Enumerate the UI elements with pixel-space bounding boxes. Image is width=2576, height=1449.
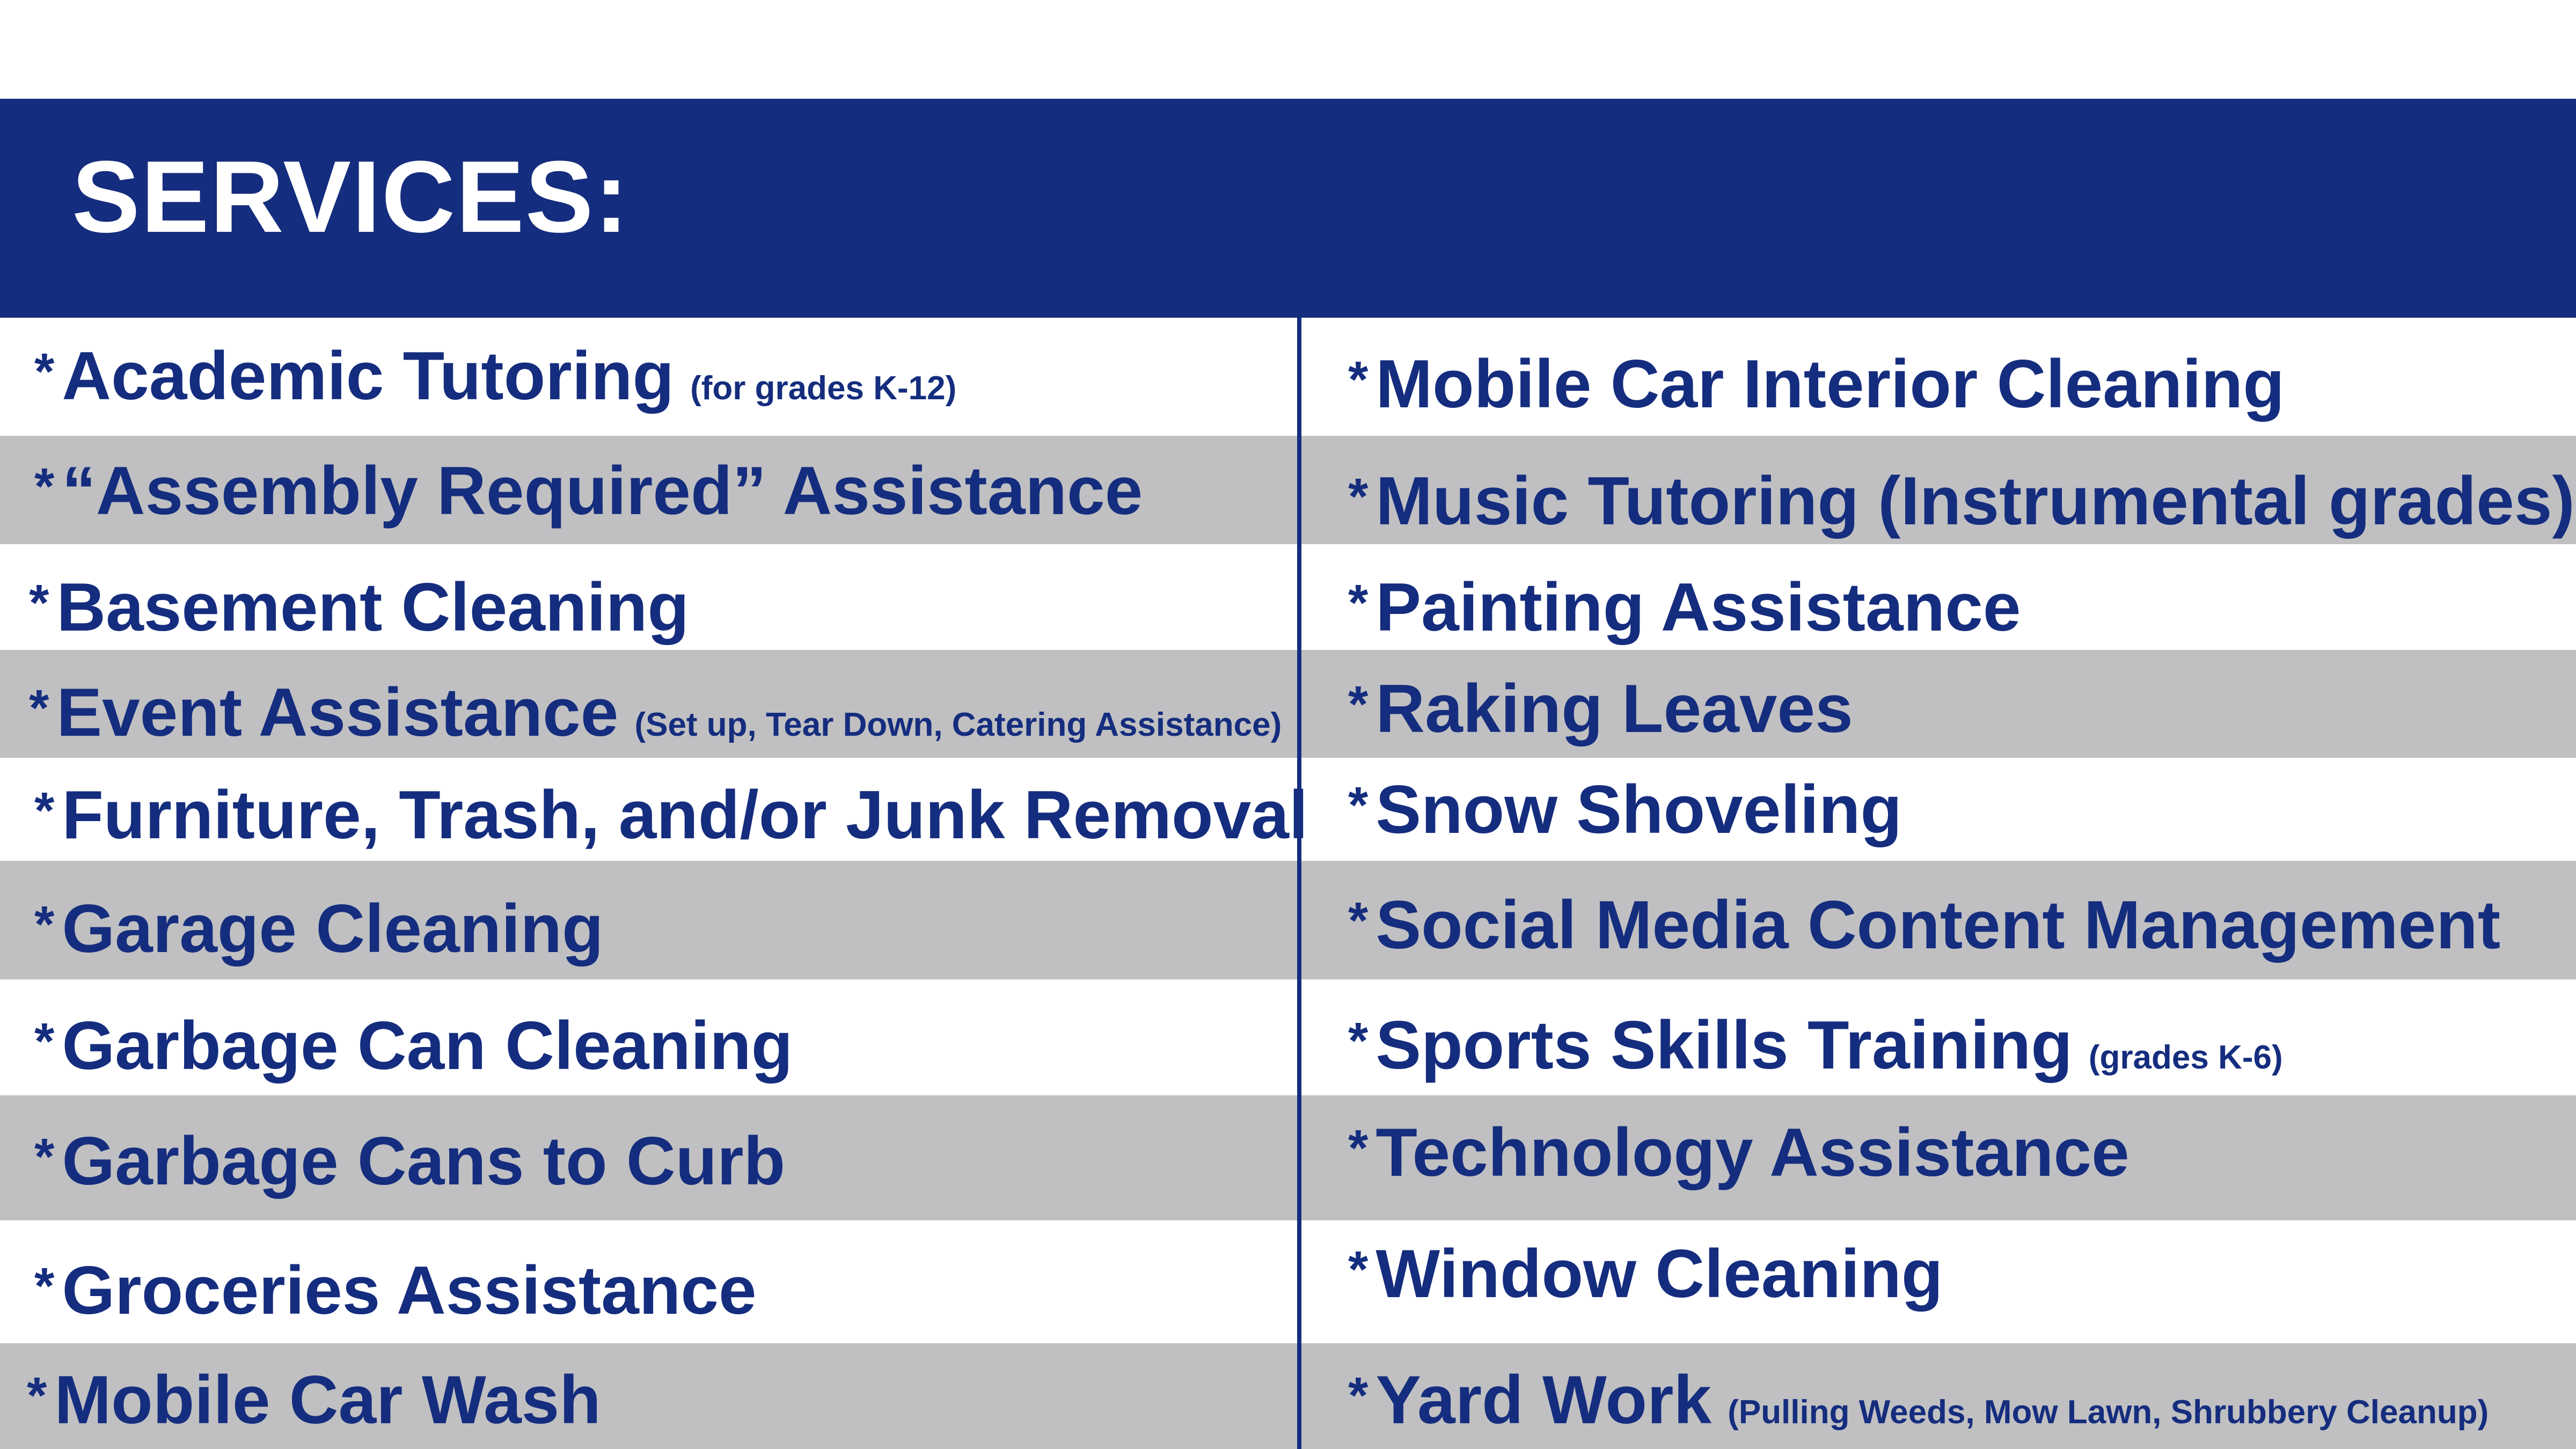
service-item [1348,569,2021,645]
bullet-asterisk: * [29,574,49,632]
service-label: Furniture, Trash, and/or Junk Removal [62,777,1308,853]
service-item [1348,1235,1943,1312]
service-label: Academic Tutoring [62,338,675,414]
page-title: SERVICES: [72,140,630,254]
bullet-asterisk: * [1348,574,1368,632]
service-label: Garbage Cans to Curb [62,1123,786,1199]
service-item [29,569,689,645]
service-item [1348,346,2285,422]
service-item [34,452,1143,529]
bullet-asterisk: * [1348,676,1368,733]
service-note: (for grades K-12) [690,370,957,407]
service-label: Groceries Assistance [62,1252,757,1328]
service-item [1348,771,1902,847]
service-item [34,890,604,967]
service-label: Event Assistance [56,674,619,750]
service-item [1348,1007,2283,1083]
service-item [1348,670,1853,747]
bullet-asterisk: * [34,1013,55,1070]
bullet-asterisk: * [34,896,55,953]
service-label: Yard Work [1375,1362,1712,1438]
service-item [29,674,1282,750]
bullet-asterisk: * [1348,777,1368,834]
service-label: Music Tutoring (Instrumental grades) [1375,463,2575,539]
service-label: Garbage Can Cleaning [62,1007,793,1084]
service-item [27,1362,601,1438]
service-label: “Assembly Required” Assistance [62,452,1143,529]
bullet-asterisk: * [1348,1367,1368,1424]
service-item [1348,1114,2129,1190]
service-label: Painting Assistance [1375,569,2021,645]
service-item [34,777,1308,853]
service-item [34,1007,793,1084]
service-note: (grades K-6) [2088,1039,2283,1076]
service-label: Mobile Car Wash [54,1362,601,1438]
service-label: Raking Leaves [1375,670,1853,747]
bullet-asterisk: * [29,679,49,737]
bullet-asterisk: * [1348,892,1368,949]
service-label: Mobile Car Interior Cleaning [1375,346,2285,422]
bullet-asterisk: * [34,343,55,400]
service-item [1348,887,2501,963]
service-label: Sports Skills Training [1375,1007,2073,1083]
bullet-asterisk: * [34,1128,55,1185]
bullet-asterisk: * [27,1367,47,1424]
service-item [34,1252,757,1328]
service-note: (Pulling Weeds, Mow Lawn, Shrubbery Cleanup) [1728,1394,2489,1431]
bullet-asterisk: * [1348,468,1368,525]
bullet-asterisk: * [34,1257,55,1315]
bullet-asterisk: * [1348,351,1368,408]
bullet-asterisk: * [1348,1241,1368,1298]
column-divider [1297,318,1301,1449]
service-item [1348,463,2575,539]
bullet-asterisk: * [1348,1119,1368,1177]
service-label: Technology Assistance [1375,1114,2129,1190]
service-label: Garage Cleaning [62,890,604,967]
service-item [34,1123,786,1199]
service-label: Social Media Content Management [1375,887,2501,963]
service-item [1348,1362,2489,1438]
bullet-asterisk: * [1348,1012,1368,1070]
service-label: Snow Shoveling [1375,771,1902,847]
services-header [0,99,2576,318]
service-note: (Set up, Tear Down, Catering Assistance) [634,706,1282,743]
service-label: Window Cleaning [1375,1235,1943,1312]
service-label: Basement Cleaning [56,569,689,645]
bullet-asterisk: * [34,458,55,515]
bullet-asterisk: * [34,782,55,839]
service-item [34,338,957,414]
